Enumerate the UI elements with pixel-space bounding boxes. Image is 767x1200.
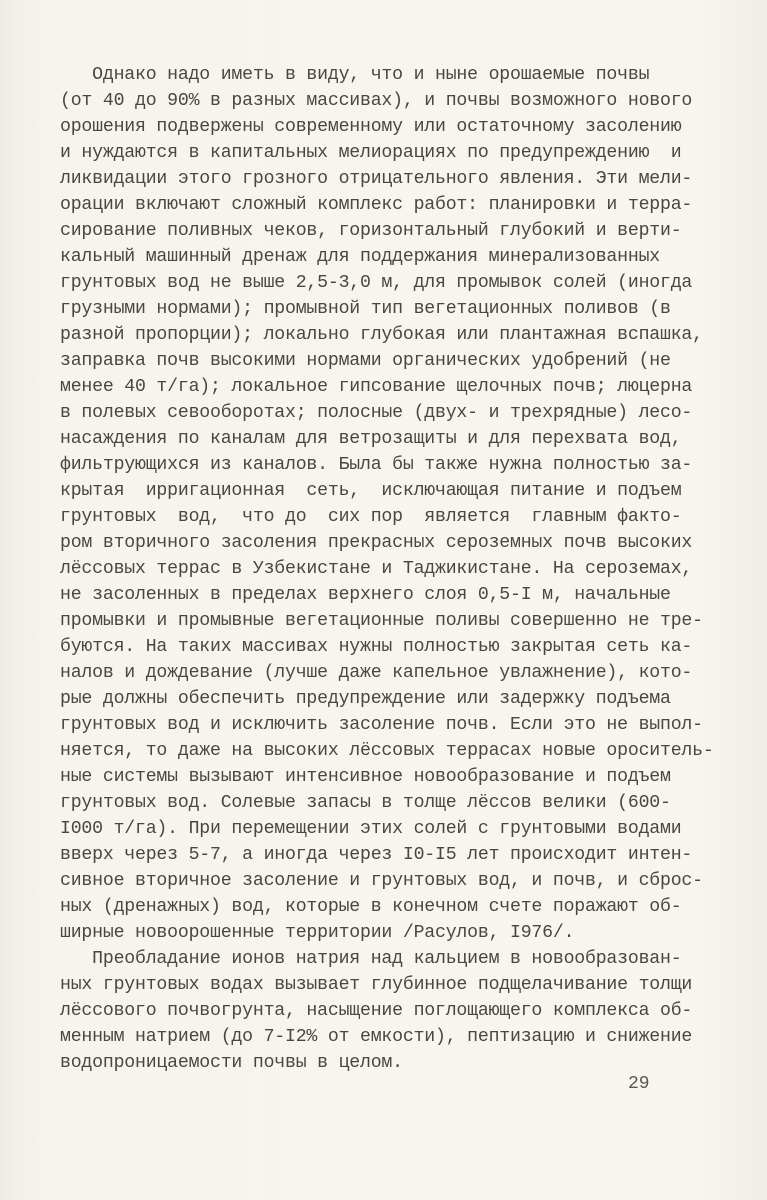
text-line: кальный машинный дренаж для поддержания минерализованных <box>60 247 660 267</box>
text-line: орации включают сложный комплекс работ: планировки и терра- <box>60 195 693 215</box>
text-line: сивное вторичное засоление и грунтовых вод, и почв, и сброс- <box>60 871 703 891</box>
text-line: грунтовых вод не выше 2,5-3,0 м, для промывок солей (иногда <box>60 273 693 293</box>
text-line: грунтовых вод. Солевые запасы в толще лёссов велики (600- <box>60 793 671 813</box>
text-line: менным натрием (до 7-I2% от емкости), пептизацию и снижение <box>60 1027 693 1047</box>
text-line: грузными нормами); промывной тип вегетационных поливов (в <box>60 299 671 319</box>
text-line: I000 т/га). При перемещении этих солей с грунтовыми водами <box>60 819 682 839</box>
text-line: грунтовых вод и исключить засоление почв. Если это не выпол- <box>60 715 703 735</box>
text-line: Преобладание ионов натрия над кальцием в новообразован- <box>60 949 682 969</box>
text-line: ширные новоорошенные территории /Расулов, I976/. <box>60 923 575 943</box>
text-line: грунтовых вод, что до сих пор является главным факто- <box>60 507 682 527</box>
text-line: крытая ирригационная сеть, исключающая питание и подъем <box>60 481 682 501</box>
text-line: и нуждаются в капитальных мелиорациях по предупреждению и <box>60 143 682 163</box>
text-line: рые должны обеспечить предупреждение или задержку подъема <box>60 689 671 709</box>
text-line: ных грунтовых водах вызывает глубинное подщелачивание толщи <box>60 975 693 995</box>
text-line: Однако надо иметь в виду, что и ныне орошаемые почвы <box>60 65 650 85</box>
text-line: ные системы вызывают интенсивное новообразование и подъем <box>60 767 671 787</box>
text-line: ных (дренажных) вод, которые в конечном счете поражают об- <box>60 897 682 917</box>
text-line: орошения подвержены современному или остаточному засолению <box>60 117 682 137</box>
text-line: заправка почв высокими нормами органических удобрений (не <box>60 351 671 371</box>
text-line: ликвидации этого грозного отрицательного явления. Эти мели- <box>60 169 693 189</box>
text-line: разной пропорции); локально глубокая или плантажная вспашка, <box>60 325 703 345</box>
text-line: в полевых севооборотах; полосные (двух- и трехрядные) лесо- <box>60 403 693 423</box>
text-line: не засоленных в пределах верхнего слоя 0,5-I м, начальные <box>60 585 671 605</box>
body-text <box>60 62 714 1076</box>
text-line: буются. На таких массивах нужны полностью закрытая сеть ка- <box>60 637 693 657</box>
text-line: (от 40 до 90% в разных массивах), и почвы возможного нового <box>60 91 693 111</box>
text-line: налов и дождевание (лучше даже капельное увлажнение), кото- <box>60 663 693 683</box>
text-line: менее 40 т/га); локальное гипсование щелочных почв; люцерна <box>60 377 693 397</box>
text-line: сирование поливных чеков, горизонтальный глубокий и верти- <box>60 221 682 241</box>
text-line: промывки и промывные вегетационные поливы совершенно не тре- <box>60 611 703 631</box>
text-line: водопроницаемости почвы в целом. <box>60 1053 403 1073</box>
text-line: насаждения по каналам для ветрозащиты и для перехвата вод, <box>60 429 682 449</box>
text-line: фильтрующихся из каналов. Была бы также нужна полностью за- <box>60 455 693 475</box>
text-line: лёссовых террас в Узбекистане и Таджикистане. На сероземах, <box>60 559 693 579</box>
text-line: ром вторичного засоления прекрасных сероземных почв высоких <box>60 533 693 553</box>
text-line: няется, то даже на высоких лёссовых террасах новые ороситель- <box>60 741 714 761</box>
text-line: лёссового почвогрунта, насыщение поглощающего комплекса об- <box>60 1001 693 1021</box>
text-line: вверх через 5-7, а иногда через I0-I5 лет происходит интен- <box>60 845 693 865</box>
page-number: 29 <box>628 1074 650 1094</box>
